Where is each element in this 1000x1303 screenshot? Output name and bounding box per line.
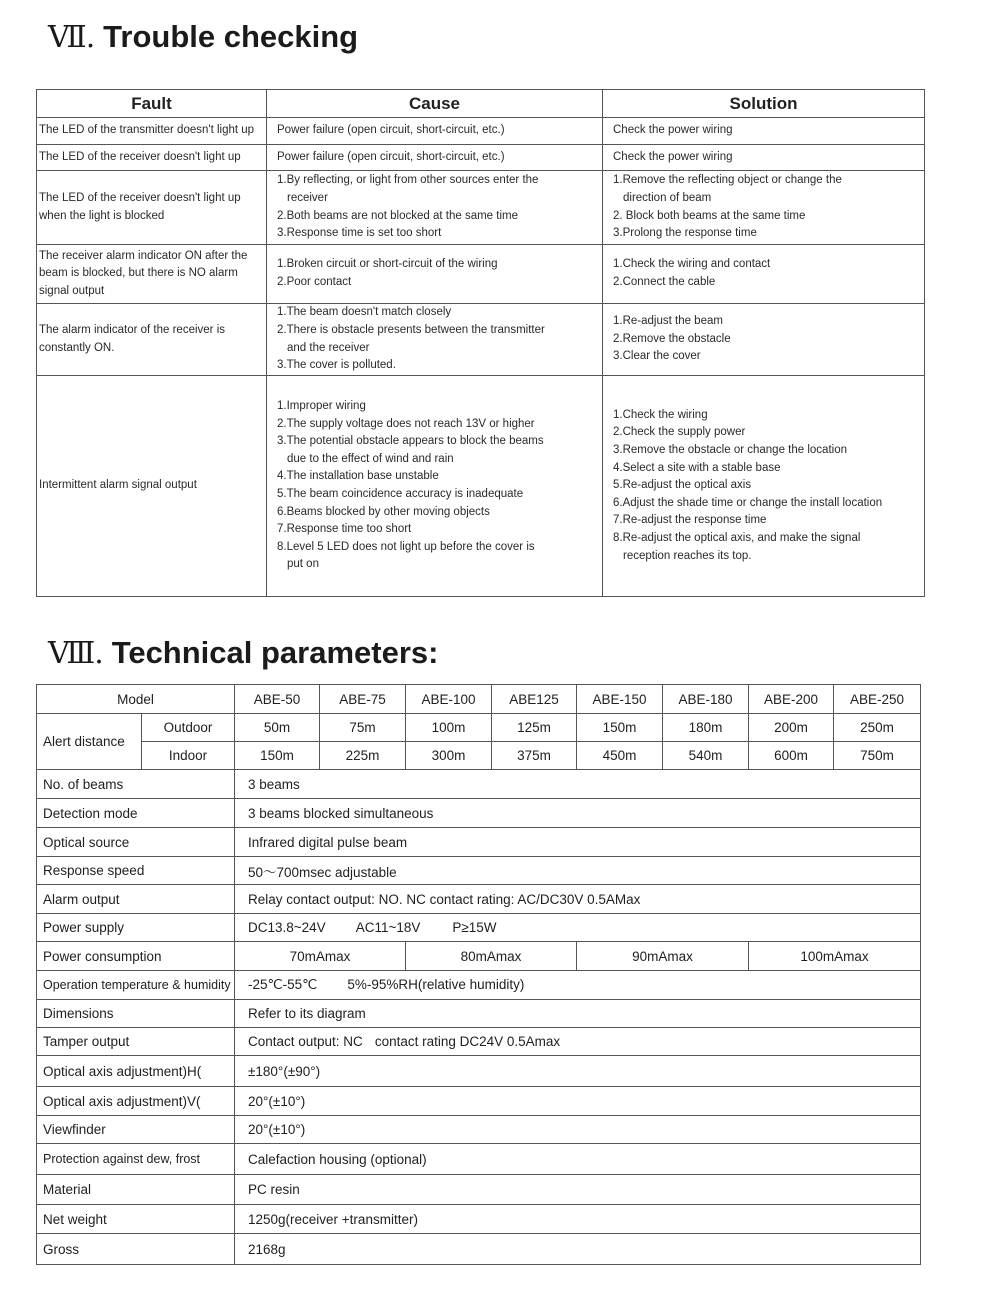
cause-cell: [267, 145, 603, 171]
consumption-cell: 90mAmax: [577, 942, 749, 971]
solution-line: 3.Clear the cover: [613, 350, 701, 363]
trouble-table-body: [37, 118, 925, 597]
tamper-rating: contact rating DC24V 0.5Amax: [374, 1034, 561, 1049]
outdoor-cell: 125m: [492, 714, 577, 742]
gross-row: [37, 1234, 921, 1265]
dimensions-value: Refer to its diagram: [235, 1000, 921, 1028]
outdoor-label: Outdoor: [142, 714, 235, 742]
cause-line: 5.The beam coincidence accuracy is inadequate: [277, 488, 524, 500]
outdoor-cell: 150m: [577, 714, 663, 742]
beams-label: No. of beams: [37, 770, 235, 799]
fault-cell: [37, 304, 267, 376]
table-header-row: [37, 90, 925, 118]
solution-line: 6.Adjust the shade time or change the install location: [613, 496, 883, 509]
optical-row: [37, 828, 921, 857]
cause-line: receiver: [287, 191, 328, 204]
consumption-cell: 80mAmax: [406, 942, 577, 971]
viewfinder-value: 20°(±10°): [235, 1116, 921, 1144]
material-label: Material: [37, 1175, 235, 1205]
trouble-checking-table: [36, 89, 925, 597]
response-row: [37, 857, 921, 885]
outdoor-cell: 180m: [663, 714, 749, 742]
outdoor-row: [37, 714, 921, 742]
indoor-cell: 540m: [663, 742, 749, 770]
fault-cell: [37, 145, 267, 171]
solution-line: direction of beam: [623, 191, 712, 204]
model-cell: ABE-250: [834, 685, 921, 714]
response-value: 50～700msec adjustable: [235, 857, 921, 885]
section-title: Technical parameters:: [111, 635, 439, 670]
section-heading-technical: [48, 634, 438, 671]
solution-cell: [603, 245, 925, 304]
detection-label: Detection mode: [37, 799, 235, 828]
tamper-label: Tamper output: [37, 1028, 235, 1056]
technical-parameters-table: [36, 684, 921, 1265]
humidity-range: 5%-95%RH(relative humidity): [347, 977, 525, 992]
power-supply-label: Power supply: [37, 914, 235, 942]
cause-line: and the receiver: [287, 341, 370, 354]
table-row: [37, 304, 925, 376]
solution-line: Check the power wiring: [613, 150, 733, 163]
cause-line: 3.The cover is polluted.: [277, 359, 396, 372]
indoor-cell: 450m: [577, 742, 663, 770]
table-row: [37, 171, 925, 245]
consumption-cell: 100mAmax: [749, 942, 921, 971]
fault-line: The receiver alarm indicator ON after the beam is blocked, but there is NO alarm signal output: [39, 249, 248, 297]
alert-distance-label: Alert distance: [37, 714, 142, 770]
table-row: [37, 118, 925, 145]
outdoor-cell: 50m: [235, 714, 320, 742]
indoor-label: Indoor: [142, 742, 235, 770]
tamper-value: [235, 1028, 921, 1056]
cause-line: put on: [287, 558, 319, 571]
material-value: PC resin: [235, 1175, 921, 1205]
power-watt: P≥15W: [452, 920, 497, 935]
dimensions-label: Dimensions: [37, 1000, 235, 1028]
fault-cell: [37, 171, 267, 245]
protection-row: [37, 1144, 921, 1175]
cause-line: 1.The beam doesn't match closely: [277, 306, 452, 319]
solution-line: 7.Re-adjust the response time: [613, 514, 767, 527]
solution-line: 2.Check the supply power: [613, 426, 746, 439]
indoor-cell: 600m: [749, 742, 834, 770]
model-cell: ABE-150: [577, 685, 663, 714]
temperature-value: [235, 971, 921, 1000]
power-dc: DC13.8~24V: [248, 920, 326, 935]
response-label: Response speed: [37, 857, 235, 885]
material-row: [37, 1175, 921, 1205]
section-numeral: Ⅷ.: [48, 636, 103, 671]
cause-cell: [267, 376, 603, 597]
cause-cell: [267, 245, 603, 304]
gross-value: 2168g: [235, 1234, 921, 1265]
solution-line: 3.Remove the obstacle or change the location: [613, 444, 847, 457]
solution-line: Check the power wiring: [613, 124, 733, 137]
cause-line: 4.The installation base unstable: [277, 470, 439, 483]
cause-line: 2.Both beams are not blocked at the same time: [277, 209, 518, 222]
cause-line: 7.Response time too short: [277, 523, 412, 536]
cause-line: 2.Poor contact: [277, 276, 352, 288]
temperature-label: Operation temperature & humidity: [37, 971, 235, 1000]
beams-value: 3 beams: [235, 770, 921, 799]
optical-label: Optical source: [37, 828, 235, 857]
section-numeral: Ⅶ.: [48, 20, 95, 55]
section-heading-trouble: [48, 18, 358, 55]
cause-cell: [267, 304, 603, 376]
axis-v-label: Optical axis adjustment)V(: [37, 1087, 235, 1116]
solution-line: 2. Block both beams at the same time: [613, 209, 806, 222]
cause-line: 3.Response time is set too short: [277, 227, 442, 240]
indoor-cell: 750m: [834, 742, 921, 770]
net-weight-value: 1250g(receiver +transmitter): [235, 1205, 921, 1234]
fault-line: The LED of the receiver doesn't light up when the light is blocked: [39, 191, 241, 222]
fault-line: Intermittent alarm signal output: [39, 479, 197, 492]
net-weight-label: Net weight: [37, 1205, 235, 1234]
outdoor-cell: 75m: [320, 714, 406, 742]
indoor-cell: 225m: [320, 742, 406, 770]
fault-line: The alarm indicator of the receiver is constantly ON.: [39, 323, 225, 354]
beams-row: [37, 770, 921, 799]
cause-line: 8.Level 5 LED does not light up before the cover is: [277, 540, 535, 553]
model-row: [37, 685, 921, 714]
cause-line: 2.The supply voltage does not reach 13V or higher: [277, 417, 535, 430]
cause-line: 6.Beams blocked by other moving objects: [277, 505, 490, 518]
header-solution: Solution: [603, 90, 925, 118]
optical-value: Infrared digital pulse beam: [235, 828, 921, 857]
solution-cell: [603, 304, 925, 376]
model-cell: ABE125: [492, 685, 577, 714]
cause-line: 1.Broken circuit or short-circuit of the wiring: [277, 258, 498, 271]
axis-v-value: 20°(±10°): [235, 1087, 921, 1116]
model-cell: ABE-180: [663, 685, 749, 714]
gross-label: Gross: [37, 1234, 235, 1265]
solution-line: 5.Re-adjust the optical axis: [613, 479, 752, 492]
table-row: [37, 376, 925, 597]
cause-cell: [267, 171, 603, 245]
indoor-cell: 375m: [492, 742, 577, 770]
consumption-label: Power consumption: [37, 942, 235, 971]
axis-h-label: Optical axis adjustment)H(: [37, 1056, 235, 1087]
alarm-label: Alarm output: [37, 885, 235, 914]
solution-line: 8.Re-adjust the optical axis, and make the signal: [613, 531, 861, 544]
cause-line: due to the effect of wind and rain: [287, 452, 454, 465]
table-row: [37, 245, 925, 304]
dimensions-row: [37, 1000, 921, 1028]
header-cause: Cause: [267, 90, 603, 118]
power-ac: AC11~18V: [355, 920, 421, 935]
model-cell: ABE-75: [320, 685, 406, 714]
header-fault: Fault: [37, 90, 267, 118]
solution-line: 1.Check the wiring: [613, 408, 708, 421]
solution-cell: [603, 145, 925, 171]
alarm-value: Relay contact output: NO. NC contact rating: AC/DC30V 0.5AMax: [235, 885, 921, 914]
viewfinder-row: [37, 1116, 921, 1144]
solution-line: 3.Prolong the response time: [613, 227, 757, 240]
detection-row: [37, 799, 921, 828]
power-supply-row: [37, 914, 921, 942]
solution-cell: [603, 376, 925, 597]
table-row: [37, 145, 925, 171]
solution-cell: [603, 118, 925, 145]
solution-line: reception reaches its top.: [623, 549, 752, 562]
axis-h-value: ±180°(±90°): [235, 1056, 921, 1087]
cause-line: 1.By reflecting, or light from other sources enter the: [277, 174, 539, 187]
fault-cell: [37, 376, 267, 597]
outdoor-cell: 100m: [406, 714, 492, 742]
cause-line: Power failure (open circuit, short-circuit, etc.): [277, 124, 505, 137]
protection-value: Calefaction housing (optional): [235, 1144, 921, 1175]
axis-h-row: [37, 1056, 921, 1087]
fault-cell: [37, 245, 267, 304]
model-cell: ABE-100: [406, 685, 492, 714]
solution-line: 2.Remove the obstacle: [613, 332, 731, 345]
outdoor-cell: 250m: [834, 714, 921, 742]
indoor-cell: 150m: [235, 742, 320, 770]
consumption-row: [37, 942, 921, 971]
solution-cell: [603, 171, 925, 245]
alarm-row: [37, 885, 921, 914]
tamper-contact: Contact output: NC: [248, 1034, 363, 1049]
solution-line: 1.Check the wiring and contact: [613, 258, 771, 271]
solution-line: 1.Remove the reflecting object or change the: [613, 174, 842, 187]
tamper-row: [37, 1028, 921, 1056]
axis-v-row: [37, 1087, 921, 1116]
net-weight-row: [37, 1205, 921, 1234]
cause-line: 1.Improper wiring: [277, 400, 366, 413]
fault-line: The LED of the transmitter doesn't light up: [39, 124, 255, 137]
outdoor-cell: 200m: [749, 714, 834, 742]
solution-line: 1.Re-adjust the beam: [613, 315, 723, 328]
indoor-row: [37, 742, 921, 770]
model-label: Model: [37, 685, 235, 714]
fault-cell: [37, 118, 267, 145]
indoor-cell: 300m: [406, 742, 492, 770]
detection-value: 3 beams blocked simultaneous: [235, 799, 921, 828]
model-cell: ABE-50: [235, 685, 320, 714]
fault-line: The LED of the receiver doesn't light up: [39, 150, 241, 163]
cause-line: 3.The potential obstacle appears to block the beams: [277, 435, 544, 448]
section-title: Trouble checking: [103, 19, 359, 54]
protection-label: Protection against dew, frost: [37, 1144, 235, 1175]
viewfinder-label: Viewfinder: [37, 1116, 235, 1144]
solution-line: 4.Select a site with a stable base: [613, 461, 781, 474]
cause-line: Power failure (open circuit, short-circuit, etc.): [277, 150, 505, 163]
consumption-cell: 70mAmax: [235, 942, 406, 971]
cause-cell: [267, 118, 603, 145]
cause-line: 2.There is obstacle presents between the transmitter: [277, 323, 545, 336]
model-cell: ABE-200: [749, 685, 834, 714]
temperature-row: [37, 971, 921, 1000]
temperature-range: -25℃-55℃: [248, 977, 318, 992]
solution-line: 2.Connect the cable: [613, 276, 716, 288]
power-supply-value: [235, 914, 921, 942]
